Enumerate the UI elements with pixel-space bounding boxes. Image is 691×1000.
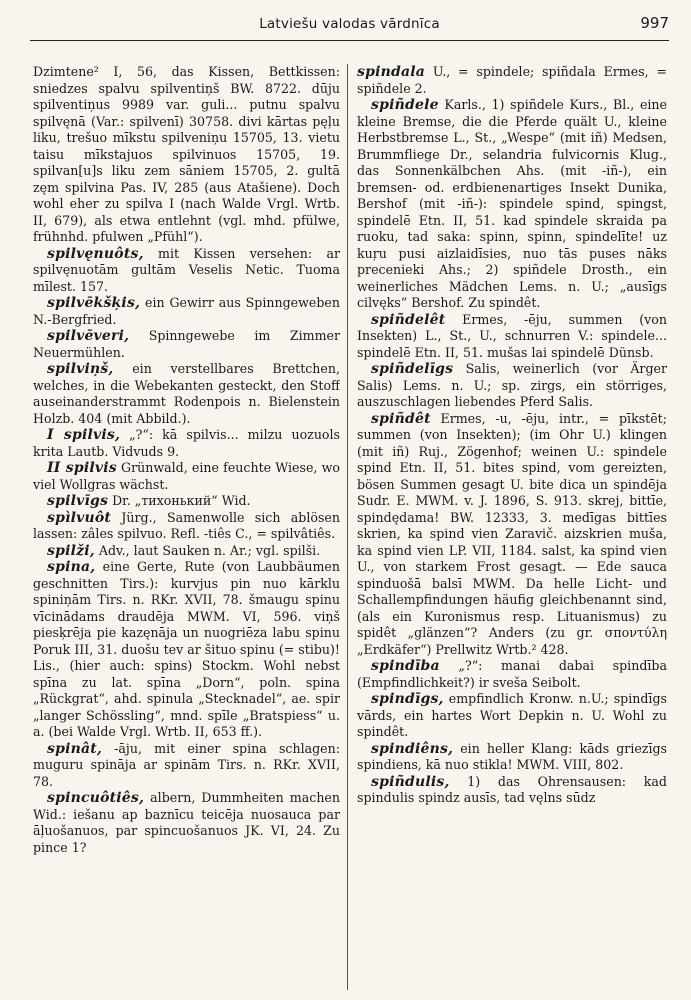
entry-text: empfindlich Kronw. n.U.; spindīgs vārds, ein hartes Wort Depkin n. U. Wohl zu spindêt. (357, 691, 667, 739)
dictionary-entry (357, 64, 667, 97)
entry-text: mit Kissen versehen: ar spilvęnuotām gultām Veselis Netic. Tuoma mīlest. 157. (33, 245, 340, 294)
entry-text: Salis, weinerlich (vor Ärger Salis) Lems. n. U.; sp. zirgs, ein störriges, auszuschlagen liebendes Pferd Salis. (357, 361, 667, 409)
running-title: Latviešu valodas vārdnīca (259, 16, 440, 32)
entry-text: U., = spindele; spiñdala Ermes, = spiñdele 2. (357, 64, 667, 96)
dictionary-entry (33, 427, 340, 460)
entry-headword: spiñdelêt (371, 311, 446, 328)
dictionary-entry (33, 493, 340, 510)
dictionary-entry (33, 460, 340, 493)
dictionary-entry (357, 312, 667, 362)
dictionary-entry (33, 510, 340, 543)
entry-headword: spindība (371, 658, 440, 674)
entry-headword: spilži, (47, 542, 95, 559)
dictionary-entry (33, 559, 340, 741)
entry-headword: spindīgs, (371, 691, 444, 707)
dictionary-entry (357, 658, 667, 691)
entry-headword: spina, (47, 559, 96, 575)
entry-text: Dzimtene² I, 56, das Kissen, Bettkissen: sniedzes spalvu spilventiņš BW. 8722. dūju spilventiņus 9989 var. guli... putnu spalvu spilvęnā (Var.: spilvenī) 30758. divi kārtas pęļu liku, trešuo mīkstu spilveniņu 15705, 13. vietu taisu mīkstajuos spilvinuos 15705, 19. spilvan[u]s liku zem sāniem 15705, 2. gultā zęm spilvina Pas. IV, 285 (aus Atašiene). Doch wohl eher zu spilva I (nach Walde Vrgl. Wrtb. II, 679), als etwa entlehnt (vgl. mhd. pfülwe, frühnhd. pfulwen „Pfühl“). (33, 64, 340, 244)
entry-text: albern, Dummheiten machen Wid.: iešanu ap baznīcu teicēja nuosauca par āļuošanuos, par spincuošanuos JK. VI, 24. Zu pince 1? (33, 790, 340, 855)
dictionary-entry (357, 411, 667, 659)
entry-headword: spiñdele (371, 97, 439, 113)
dictionary-entry (33, 790, 340, 856)
entry-headword: spindala (357, 64, 426, 80)
entry-headword: spilvīgs (47, 493, 109, 509)
entry-text: Adv., laut Sauken n. Ar.; vgl. spilši. (98, 542, 321, 558)
entry-headword: spilvęnuôts, (47, 245, 144, 262)
column-divider (347, 64, 348, 990)
entry-headword: spiñdelīgs (371, 361, 454, 377)
entry-headword: spiñdulis, (371, 773, 450, 790)
entry-text: Dr. „тихонький“ Wid. (112, 493, 251, 508)
entry-text: Spinngewebe im Zimmer Neuermühlen. (33, 328, 340, 360)
entry-text: ein verstellbares Brettchen, welches, in die Webekanten gesteckt, den Stoff auseinanderstrammt Rodenpois n. Bielenstein Holzb. 404 (mit Abbild.). (33, 361, 340, 426)
entry-headword: spinât, (47, 740, 102, 757)
entry-text: ein heller Klang: kāds griezīgs spindiens, kā nuo stikla! MWM. VIII, 802. (357, 740, 667, 772)
entry-text: 1) das Ohrensausen: kad spindulis spindz ausīs, tad vęlns sūdz (357, 773, 667, 805)
entry-headword: spilviņš, (47, 361, 114, 377)
dictionary-entry (357, 97, 667, 312)
dictionary-entry (33, 361, 340, 427)
entry-headword: spiñdêt (371, 410, 431, 427)
dictionary-entry (357, 741, 667, 774)
dictionary-entry (357, 774, 667, 807)
entry-text: Grünwald, eine feuchte Wiese, wo viel Wollgras wächst. (33, 460, 340, 492)
dictionary-entry (33, 64, 340, 246)
entry-headword: I spilvis, (47, 427, 121, 443)
entry-text: Ermes, -u, -ēju, intr., = pīkstēt; summen (von Insekten); (im Ohr U.) klingen (mit iñ) Ruj., Zögenhof; weinen U.: spindele spind Etn. II, 51. bites spind, vom gereizten, bösen Summen gesagt U. bite dica un spindēja Sudr. E. MWM. v. J. 1896, S. 913. skrej, bittīe, spindędama! BW. 12333, 3. medīgas bittīes skrien, ka spind vien Zaravič. aizskrien muša, ka spind vien LP. VII, 1184. salst, ka spind vien U., von starkem Frost gesagt. — Ede sauca spinduošā balsī MWM. Da helle Licht- und Schallempfindungen häufig gleichbenannt sind, (als ein Kuronismus resp. Lituanismus) zu spidêt „glänzen“? Anders (zu gr. σποντύλη „Erdkäfer“) Prellwitz Wrtb.² 428. (357, 410, 667, 657)
page-number: 997 (640, 14, 669, 32)
entry-text: „?“: manai dabai spindība (Empfindlichkeit?) ir sveša Seibolt. (357, 658, 667, 690)
entry-text: Ermes, -ēju, summen (von Insekten) L., St., U., schnurren V.: spindele... spindelē Etn. II, 51. mušas lai spindelē Dünsb. (357, 311, 667, 360)
dictionary-entry (357, 361, 667, 411)
entry-text: eine Gerte, Rute (von Laubbäumen geschnitten Tirs.): kurvjus pin nuo kārklu spiniņām Tirs. n. RKr. XVII, 78. šmaugu spinu vīcinādams draudēja MWM. VI, 596. viņš piesķrēja pie kazęnāja un nuogriēza labu spinu Poruk III, 31. duošu tev ar šituo spinu (= stibu)! Lis., (hier auch: spins) Stockm. Wohl nebst spīna zu lat. spīna „Dorn“, poln. spina „Rückgrat“, ahd. spinula „Stecknadel“, ae. spir „langer Schössling“, mnd. spīle „Bratspiess“ u. a. (bei Walde Vrgl. Wrtb. II, 653 ff.). (33, 559, 340, 739)
entry-text: ein Gewirr aus Spinngeweben N.-Bergfried. (33, 295, 340, 327)
right-column (357, 64, 667, 992)
entry-text: Karls., 1) spiñdele Kurs., Bl., eine kleine Bremse, die die Pferde quält U., kleine Herbstbremse L., St., „Wespe“ (mit iñ) Medsen, Brummfliege Dr., selandria fulvicornis Klug., das Sonnenkälbchen Ahs. (mit -iñ-), ein bremsen- od. erdbienenartiges Insekt Dunika, Bershof (mit -iñ-): spindele spind, spingst, spindelē Etn. II, 51. kad spindele skraida pa ruoku, tad saka: spinn, spinn, spindelīte! uz kuŗu pusi aizlaidīsies, nuo tās puses nāks precenieki Ahs.; 2) spiñdele Drosth., ein weinerliches Mädchen Lems. n. U.; „ausīgs cilvęks“ Bershof. Zu spindêt. (357, 97, 667, 310)
entry-headword: spìlvuôt (47, 509, 112, 526)
dictionary-entry (33, 543, 340, 560)
entry-headword: spilvēkšķis, (47, 295, 141, 311)
dictionary-entry (33, 328, 340, 361)
dictionary-entry (33, 295, 340, 328)
entry-headword: spilvēveri, (47, 328, 130, 344)
entry-text: -āju, mit einer spina schlagen: muguru spināja ar spinām Tirs. n. RKr. XVII, 78. (33, 740, 340, 789)
dictionary-entry (33, 246, 340, 296)
entry-headword: spincuôtiês, (47, 790, 145, 806)
left-column (33, 64, 340, 992)
dictionary-entry (357, 691, 667, 741)
entry-text: „?“: kā spilvis... milzu uozuols krita Lautb. Vidvuds 9. (33, 427, 340, 459)
entry-headword: II spilvis (47, 460, 117, 476)
entry-text: Jürg., Samenwolle sich ablösen lassen: zâles spilvuo. Refl. -tiês C., = spilvâtiês. (33, 509, 340, 541)
entry-headword: spindiêns, (371, 740, 454, 757)
dictionary-entry (33, 741, 340, 791)
page-header (30, 14, 669, 41)
